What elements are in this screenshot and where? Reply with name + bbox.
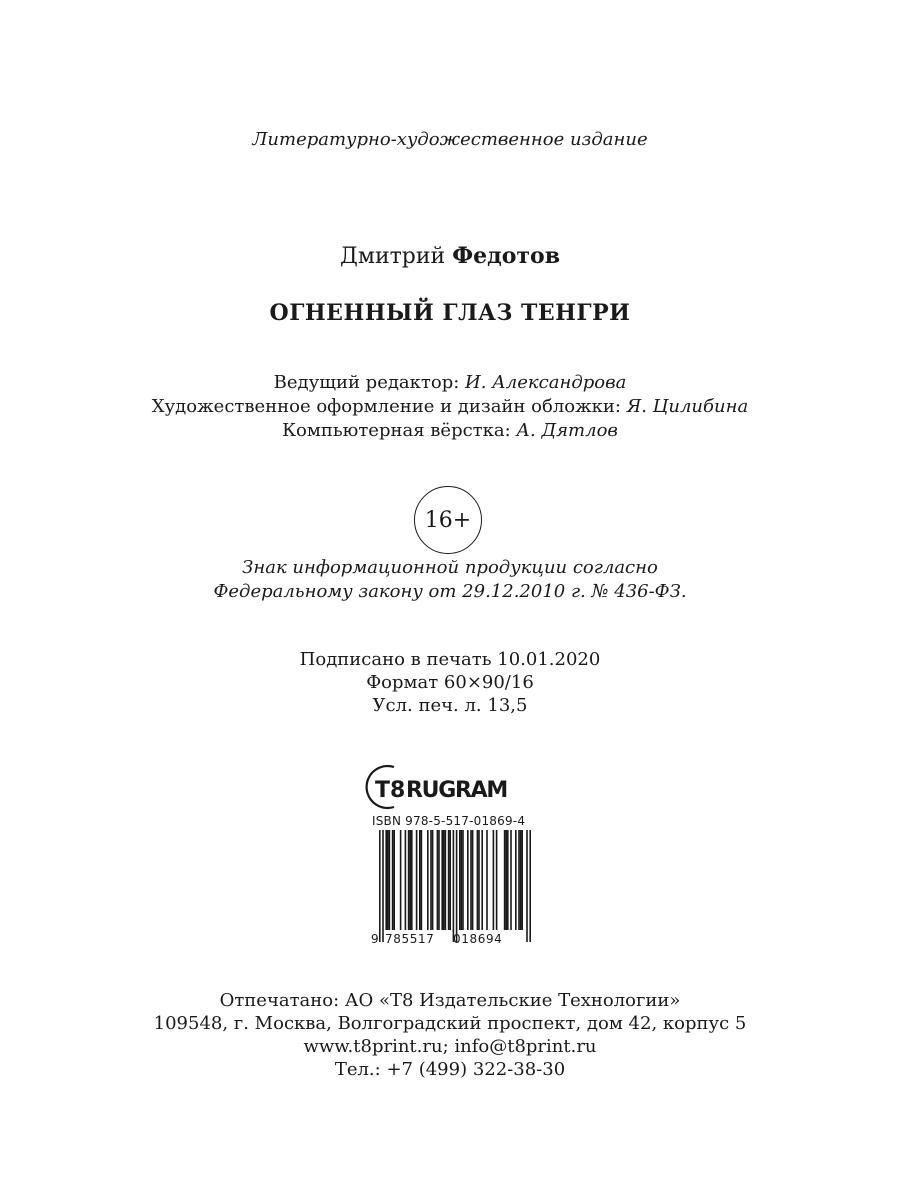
barcode-bar	[459, 830, 461, 930]
barcode-digits-right: 018694	[453, 932, 503, 946]
barcode-bar	[382, 830, 384, 942]
barcode-bar	[477, 830, 479, 930]
barcode-bar	[400, 830, 402, 930]
credit-person: Я. Цилибина	[626, 396, 749, 417]
printer-name: Отпечатано: АО «Т8 Издательские Технологии»	[219, 990, 681, 1011]
barcode-bar	[493, 830, 495, 930]
barcode-bar	[481, 830, 483, 930]
barcode-bar	[432, 830, 434, 930]
barcode-bar	[419, 830, 421, 930]
author-last-name: Федотов	[452, 243, 561, 269]
barcode-bar	[520, 830, 522, 930]
barcode-bar	[409, 830, 411, 930]
barcode-bar	[405, 830, 407, 930]
barcode-bar	[496, 830, 498, 930]
barcode-bar	[472, 830, 474, 930]
barcode-bar	[387, 830, 389, 930]
barcode-bar	[441, 830, 443, 930]
barcode-bar	[449, 830, 451, 930]
credit-role: Ведущий редактор:	[273, 372, 466, 393]
credit-role: Компьютерная вёрстка:	[282, 420, 517, 441]
printer-web: www.t8print.ru; info@t8print.ru	[303, 1036, 597, 1057]
barcode-bar	[443, 830, 445, 930]
barcode-bar	[379, 830, 381, 942]
credit-role: Художественное оформление и дизайн обложки:	[151, 396, 627, 417]
print-date: Подписано в печать 10.01.2020	[299, 649, 601, 670]
barcode-bar	[515, 830, 517, 930]
barcode-bar	[389, 830, 391, 930]
barcode-digits-left: 785517	[385, 932, 435, 946]
printer-phone: Тел.: +7 (499) 322-38-30	[334, 1059, 566, 1080]
print-format: Формат 60×90/16	[366, 672, 534, 693]
barcode-bar	[445, 830, 447, 930]
barcode-bar	[393, 830, 395, 930]
barcode-bar	[448, 830, 450, 930]
age-rating-badge	[414, 486, 482, 554]
barcode-bar	[385, 830, 387, 930]
barcode-bar	[461, 830, 463, 930]
edition-type: Литературно-художественное издание	[252, 129, 648, 150]
barcode-bar	[430, 830, 432, 930]
age-rating-text: 16+	[424, 507, 472, 533]
barcode-bar	[438, 830, 440, 930]
barcode-bar	[510, 830, 512, 930]
barcode-bar	[526, 830, 528, 942]
logo-prefix: T8	[375, 778, 406, 803]
barcode-bar	[521, 830, 523, 930]
barcode-bar	[467, 830, 469, 930]
logo-name: RUGRAM	[406, 778, 507, 803]
barcode-bar	[462, 830, 464, 930]
book-title: ОГНЕННЫЙ ГЛАЗ ТЕНГРИ	[269, 300, 631, 326]
barcode-bar	[408, 830, 410, 930]
barcode-bar	[504, 830, 506, 930]
print-sheets: Усл. печ. л. 13,5	[372, 695, 528, 716]
credit-layout	[0, 420, 900, 441]
author-first-name: Дмитрий	[339, 244, 446, 269]
publisher-logo	[364, 764, 532, 810]
barcode-bar	[470, 830, 472, 930]
barcode-digit: 9	[371, 932, 379, 946]
author-name	[0, 243, 900, 269]
isbn-barcode	[371, 830, 531, 948]
barcode-bar	[456, 830, 458, 942]
barcode-bar	[411, 830, 413, 930]
credit-editor	[0, 372, 900, 393]
barcode-bar	[486, 830, 488, 930]
barcode-bar	[529, 830, 531, 942]
barcode-bar	[505, 830, 507, 930]
barcode-bar	[437, 830, 439, 930]
credit-designer	[0, 396, 900, 417]
barcode-bar	[392, 830, 394, 930]
barcode-bar	[416, 830, 418, 930]
isbn-label: ISBN 978-5-517-01869-4	[372, 814, 526, 828]
barcode-bar	[507, 830, 509, 930]
barcode-bar	[518, 830, 520, 930]
barcode-bar	[478, 830, 480, 930]
credit-person: А. Дятлов	[516, 420, 618, 441]
barcode-bar	[421, 830, 423, 930]
age-sign-line: Знак информационной продукции согласно	[242, 557, 658, 578]
barcode-bar	[453, 830, 455, 942]
credit-person: И. Александрова	[465, 372, 627, 393]
barcode-bar	[427, 830, 429, 930]
age-sign-line: Федеральному закону от 29.12.2010 г. № 436-ФЗ.	[213, 581, 687, 602]
printer-address: 109548, г. Москва, Волгоградский проспект, дом 42, корпус 5	[153, 1013, 747, 1034]
